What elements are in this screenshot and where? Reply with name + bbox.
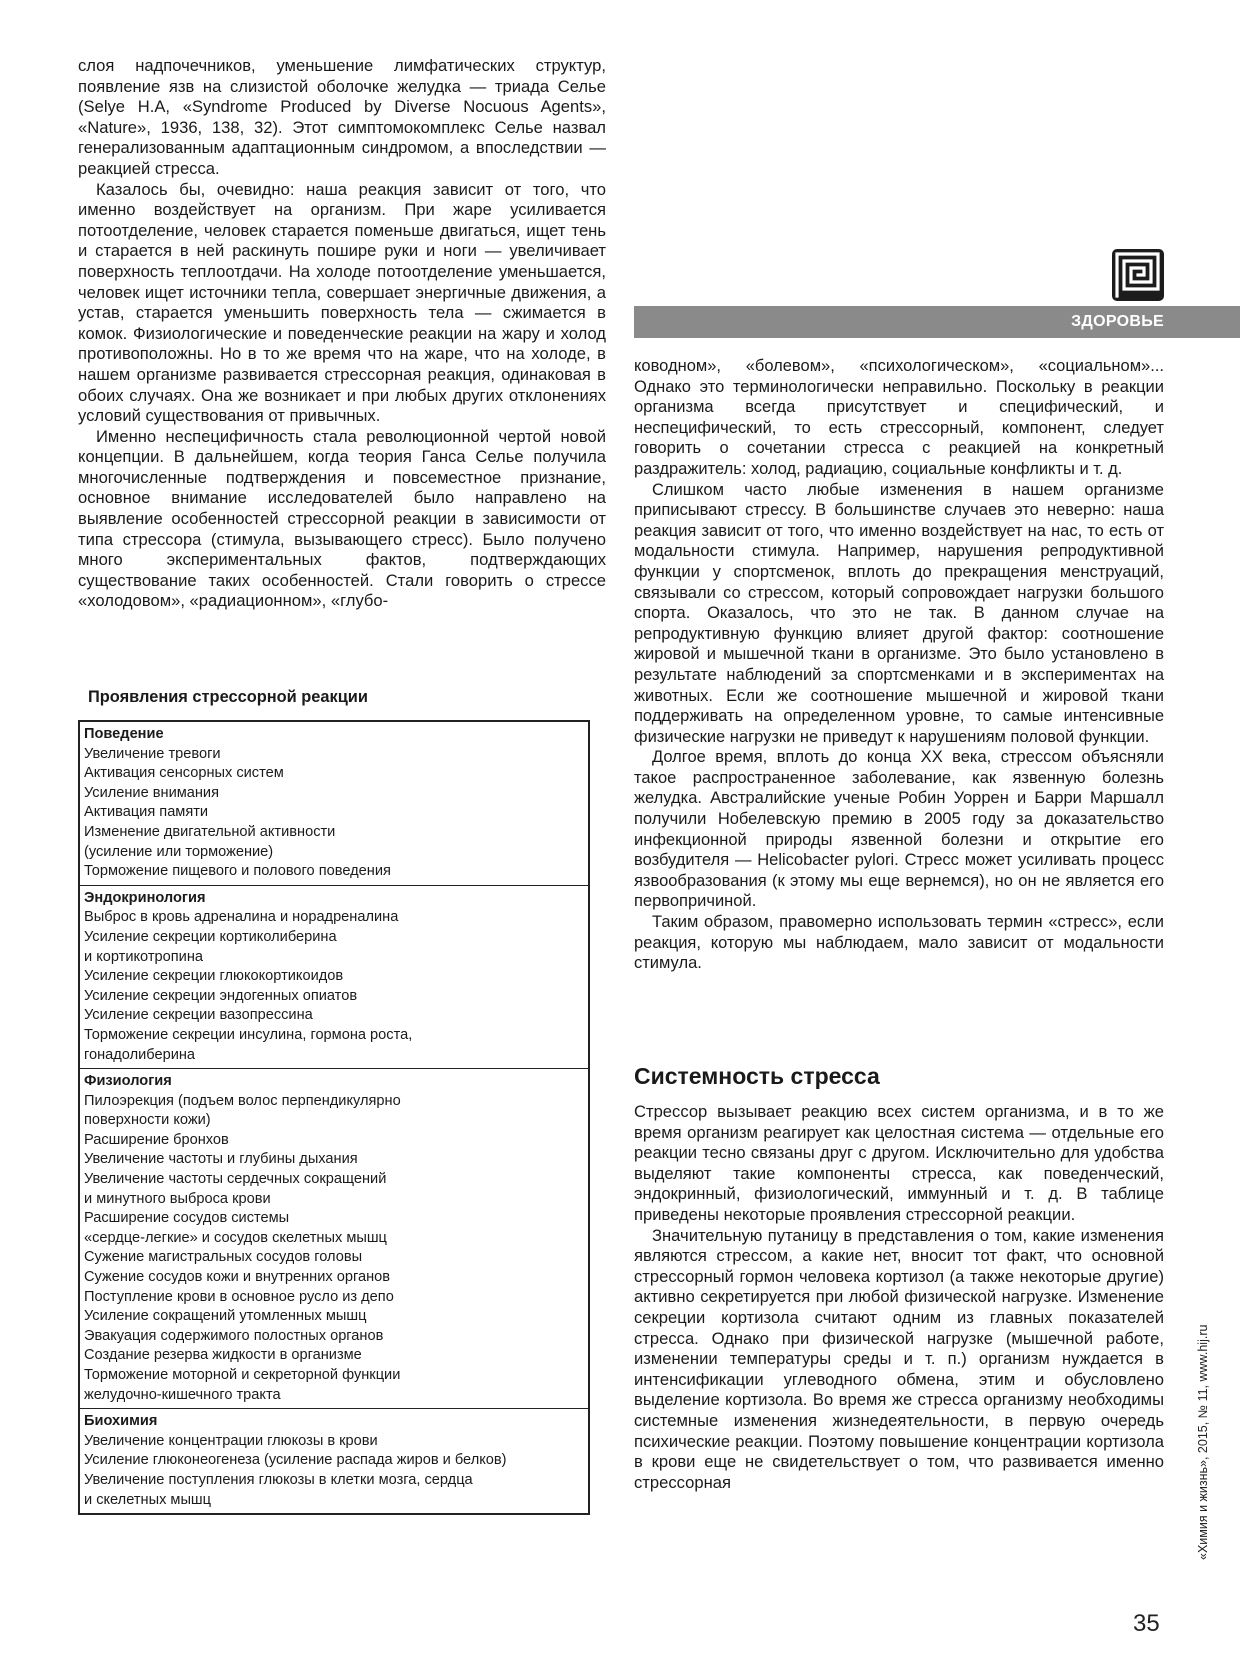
paragraph: Стрессор вызывает реакцию всех систем организма, и в то же время организм реагирует как целостная система — отдельные его реакции тесно связаны друг с другом. Исключительно для удобства выделяют такие компоненты стресса, как поведенческий, эндокринный, физиологический, иммунный и т. д. В таблице приведены некоторые проявления стрессорной реакции. (634, 1102, 1164, 1224)
section-band (634, 306, 1240, 338)
table-item: Выброс в кровь адреналина и норадреналина (84, 909, 399, 926)
table-item: «сердце-легкие» и сосудов скелетных мышц (84, 1229, 387, 1246)
table-item: Активация памяти (84, 804, 209, 821)
table-item: Торможение секреции инсулина, гормона роста, (84, 1026, 413, 1043)
table-item: Увеличение концентрации глюкозы в крови (84, 1432, 378, 1449)
table-item: Поступление крови в основное русло из депо (84, 1288, 394, 1305)
table-title: Проявления стрессорной реакции (88, 688, 368, 706)
table-item: Сужение магистральных сосудов головы (84, 1249, 363, 1266)
table-item: Расширение сосудов системы (84, 1210, 290, 1227)
page-number: 35 (1133, 1610, 1160, 1637)
paragraph: ководном», «болевом», «психологическом», «социальном»... Однако это терминологически неправильно. Поскольку в реакции организма всегда присутствует и специфический, и неспецифический, то есть стрессорный, компонент, следует говорить о сочетании стресса с реакцией на конкретный раздражитель: холод, радиацию, социальные конфликты и т. д. (634, 357, 1164, 478)
left-column (78, 56, 606, 612)
table-item: Эвакуация содержимого полостных органов (84, 1327, 384, 1344)
table-item: Усиление секреции эндогенных опиатов (84, 987, 358, 1004)
table-item: желудочно-кишечного тракта (84, 1386, 281, 1403)
spiral-logo-icon (1112, 249, 1164, 301)
table-item: Увеличение частоты сердечных сокращений (84, 1171, 387, 1188)
table-item: Торможение моторной и секреторной функции (84, 1367, 401, 1383)
table-item: и скелетных мышц (84, 1491, 212, 1508)
table-item: Усиление глюконеогенеза (усиление распада жиров и белков) (84, 1452, 507, 1469)
table-item: Пилоэрекция (подъем волос перпендикулярно (84, 1092, 401, 1109)
table-item: Увеличение поступления глюкозы в клетки мозга, сердца (84, 1471, 473, 1488)
table-item: и минутного выброса крови (84, 1190, 271, 1207)
table-item: Усиление секреции кортиколиберина (84, 928, 337, 945)
stress-manifestations-table (78, 720, 590, 1515)
paragraph: Слишком часто любые изменения в нашем организме приписывают стрессу. В большинстве случаев это неверно: наша реакция зависит от того, что именно воздействует на нас, то есть от модальности стимула. Например, нарушения репродуктивной функции у спортсменок, вплоть до прекращения менструаций, связывали со стрессом, который сопровождает нагрузки большого спорта. Оказалось, что это не так. В данном случае на репродуктивную функцию влияет другой фактор: соотношение жировой и мышечной ткани в организме. Это было установлено в результате наблюдений за спортсменками и в экспериментах на животных. Если же соотношение мышечной и жировой ткани поддерживать на определенном уровне, то самые интенсивные физические нагрузки не приведут к нарушениям половой функции. (634, 480, 1164, 746)
table-item: гонадолиберина (84, 1046, 196, 1063)
section-heading: Биохимия (84, 1413, 158, 1430)
section-heading: Физиология (84, 1073, 172, 1090)
paragraph: Значительную путаницу в представления о том, какие изменения являются стрессом, а какие нет, вносит тот факт, что основной стрессорный гормон человека кортизол (а также некоторые другие) активно секретируется при любой физической нагрузке. Изменение секреции кортизола считают одним из главных показателей стресса. Однако при физической нагрузке (мышечной работе, изменении температуры среды и т. п.) организм нуждается в интенсификации углеводного обмена, этим и обусловлено выделение кортизола. Во время же стресса организму необходимы системные изменения жизнедеятельности, в первую очередь психические реакции. Поэтому повышение концентрации кортизола в крови еще не свидетельствует о том, что развивается именно стрессорная (634, 1225, 1164, 1492)
paragraph: Казалось бы, очевидно: наша реакция зависит от того, что именно воздействует на организм. При жаре усиливается потоотделение, человек старается поменьше двигаться, ищет тень и старается в ней раскинуть пошире руки и ноги — увеличивает поверхность теплоотдачи. На холоде потоотделение уменьшается, человек ищет источники тепла, совершает энергичные движения, а устав, старается уменьшить поверхность тела — сжимается в комок. Физиологические и поведенческие реакции на жару и холод противоположны. Но в то же время что на жаре, что на холоде, в нашем организме развивается стрессорная реакция, одинаковая в обоих случаях. Она же возникает и при любых других отклонениях условий существования от привычных. (78, 179, 606, 426)
table-item: и кортикотропина (84, 948, 203, 965)
table-item: Усиление внимания (84, 784, 219, 801)
table-section-endocrinology (80, 885, 588, 1068)
table-item: Усиление сокращений утомленных мышц (84, 1308, 367, 1325)
paragraph: Таким образом, правомерно использовать термин «стресс», если реакция, которую мы наблюдаем, мало зависит от модальности стимула. (634, 913, 1164, 973)
table-item: Создание резерва жидкости в организме (84, 1347, 362, 1364)
table-item: Торможение пищевого и полового поведения (84, 863, 391, 880)
table-item: поверхности кожи) (84, 1112, 211, 1129)
paragraph: слоя надпочечников, уменьшение лимфатических структур, появление язв на слизистой оболочке желудка — триада Селье (Selye H.A, «Syndrome Produced by Diverse Nocuous Agents», «Nature», 1936, 138, 32). Этот симптомокомплекс Селье назвал генерализованным адаптационным синдромом, а впоследствии — реакцией стресса. (78, 56, 606, 178)
table-section-behavior (80, 722, 588, 885)
right-column-continued (634, 1102, 1164, 1493)
table-item: Активация сенсорных систем (84, 765, 284, 782)
table-item: (усиление или торможение) (84, 843, 274, 860)
journal-citation: «Химия и жизнь», 2015, № 11, www.hij.ru (1196, 1324, 1210, 1560)
section-subheading: Системность стресса (634, 1063, 880, 1089)
table-item: Увеличение тревоги (84, 745, 221, 762)
table-item: Сужение сосудов кожи и внутренних органов (84, 1269, 390, 1286)
right-column (634, 356, 1164, 974)
table-item: Усиление секреции глюкокортикоидов (84, 968, 344, 985)
paragraph: Именно неспецифичность стала революционной чертой новой концепции. В дальнейшем, когда теория Ганса Селье получила многочисленные подтверждения и повсеместное признание, основное внимание исследователей было направлено на выявление особенностей стрессорной реакции в зависимости от типа стрессора (стимула, вызывающего стресс). Было получено много экспериментальных фактов, подтверждающих существование таких особенностей. Стали говорить о стрессе «холодовом», «радиационном», «глубо- (78, 426, 606, 611)
table-section-biochemistry (80, 1408, 588, 1513)
section-heading: Эндокринология (84, 889, 206, 906)
table-section-physiology (80, 1068, 588, 1408)
paragraph: Долгое время, вплоть до конца XX века, стрессом объясняли такое распространенное заболевание, как язвенную болезнь желудка. Австралийские ученые Робин Уоррен и Барри Маршалл получили Нобелевскую премию в 2005 году за доказательство инфекционной природы язвенной болезни и открытие его возбудителя — Helicobacter pylori. Стресс может усиливать процесс язвообразования (к этому мы еще вернемся), но он не является его первопричиной. (634, 748, 1164, 911)
section-heading: Поведение (84, 726, 164, 742)
table-item: Усиление секреции вазопрессина (84, 1007, 313, 1024)
section-label: ЗДОРОВЬЕ (1071, 313, 1164, 330)
table-item: Изменение двигательной активности (84, 823, 336, 840)
table-item: Расширение бронхов (84, 1131, 229, 1148)
table-item: Увеличение частоты и глубины дыхания (84, 1151, 358, 1168)
